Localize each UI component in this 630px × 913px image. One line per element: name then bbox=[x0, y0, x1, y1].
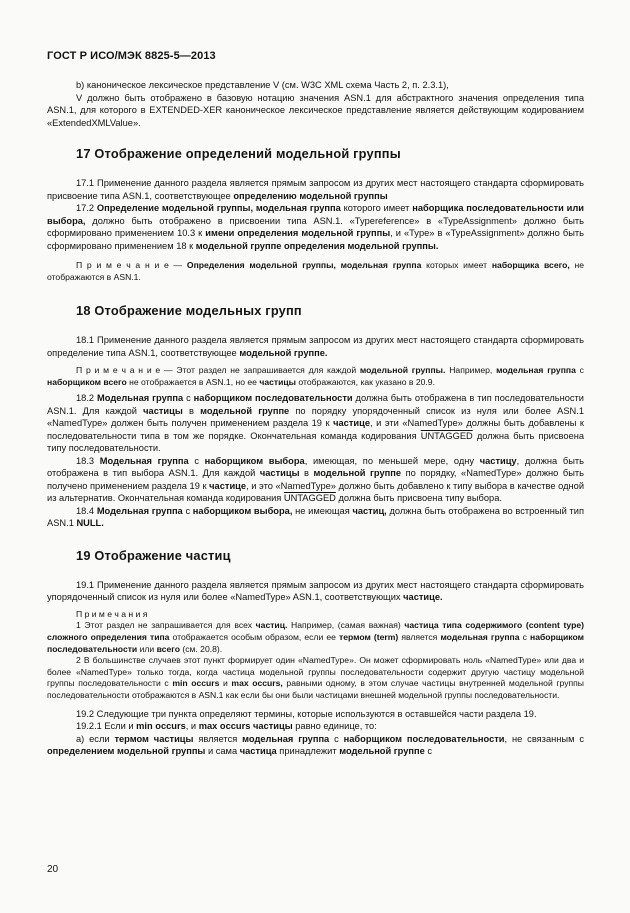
paragraph-18-1: 18.1 Применение данного раздела является прямым запросом из других мест настоящего стандарта сформировать определение типа ASN.1, соответствующее модельной группе. bbox=[47, 335, 584, 358]
notes-19-title: П р и м е ч а н и я bbox=[76, 608, 148, 619]
paragraph-18-3: 18.3 Модельная группа с наборщиком выбора, имеющая, по меньшей мере, одну частицу, должна быть отображена в тип выбора ASN.1. Для каждой частицы в модельной группе по порядку, «NamedType» должно быть получено применением раздела 19 к частице, и это «NamedType» должно быть добавлено к типу выбора в качестве одной из альтернатив. Окончательная команда кодирования UNTAGGED должна быть присвоена типу выбора. bbox=[47, 455, 585, 504]
note-19-2: 2 В большинстве случаев этот пункт формирует один «NamedType». Он может сформировать ноль «NamedType» или два и более «NamedType» только тогда, когда частица модельной группы последовательности содержит другую частицу модельной группы последовательности с min occurs и max occurs, равными одному, в этом случае частицы внутренней модельной группы последовательности отображаются в ASN.1 как если бы они были частицами внешней модельной группы последовательности. bbox=[47, 655, 584, 701]
paragraph-19-2: 19.2 Следующие три пункта определяют термины, которые используются в оставшейся части раздела 19. bbox=[76, 708, 537, 719]
section-18-heading: 18 Отображение модельных групп bbox=[76, 303, 302, 319]
paragraph-v: V должно быть отображено в базовую нотацию значения ASN.1 для абстрактного значения определения типа ASN.1, для которого в EXTENDED-XER каноническое лексическое представление является действующим кодированием «ExtendedXMLValue». bbox=[47, 92, 584, 128]
section-17-heading: 17 Отображение определений модельной группы bbox=[76, 146, 401, 161]
paragraph-18-2: 18.2 Модельная группа с наборщиком последовательности должна быть отображена в тип последовательности ASN.1. Для каждой частицы в модельной группе по порядку упорядоченный список из нуля или более ASN.1 «NamedType» должен быть получен применением раздела 19 к частице, и эти «NamedType» должны быть добавлены к последовательности типа в том же порядке. Окончательная команда кодирования UNTAGGED должна быть присвоена типу последовательности. bbox=[47, 393, 584, 454]
document-header: ГОСТ Р ИСО/МЭК 8825-5—2013 bbox=[47, 50, 216, 62]
list-item-b: b) каноническое лексическое представление V (см. W3C XML схема Часть 2, п. 2.3.1), bbox=[76, 80, 449, 90]
note-18: П р и м е ч а н и е — Этот раздел не запрашивается для каждой модельной группы. Например, модельная группа с наборщиком всего не отображается в ASN.1, но ее частицы отображаются, как указано в 20.9. bbox=[47, 365, 584, 387]
note-19-1: 1 Этот раздел не запрашивается для всех частиц. Например, (самая важная) частица типа содержимого (content type) сложного определения типа отображается особым образом, если ее термом (term) является модельная группа с наборщиком последовательности или всего (см. 20.8). bbox=[47, 620, 584, 654]
paragraph-17-1: 17.1 Применение данного раздела является прямым запросом из других мест настоящего стандарта сформировать присвоение типа ASN.1, соответствующее определению модельной группы bbox=[47, 178, 584, 201]
section-19-heading: 19 Отображение частиц bbox=[76, 547, 231, 563]
paragraph-17-2: 17.2 Определение модельной группы, модельная группа которого имеет наборщика последовательности или выбора, должно быть отображено в присвоении типа ASN.1. «Typereference» в «TypeAssignment» должно быть сформировано применением 10.3 к имени определения модельной группы, и «Type» в «TypeAssignment» должно быть сформировано применением 18 к модельной группе определения модельной группы. bbox=[47, 203, 584, 251]
list-item-a: а) если термом частицы является модельная группа с наборщиком последовательности, не связанным с определением модельной группы и сама частица принадлежит модельной группе с bbox=[47, 733, 584, 757]
note-17: П р и м е ч а н и е — Определения модельной группы, модельная группа которых имеет наборщика всего, не отображаются в ASN.1. bbox=[47, 260, 584, 282]
paragraph-18-4: 18.4 Модельная группа с наборщиком выбора, не имеющая частиц, должна быть отображена во встроенный тип ASN.1 NULL. bbox=[47, 505, 584, 529]
page-body bbox=[47, 79, 584, 758]
paragraph-19-2-1: 19.2.1 Если и min occurs, и max occurs частицы равно единице, то: bbox=[76, 721, 377, 732]
paragraph-19-1: 19.1 Применение данного раздела является прямым запросом из других мест настоящего стандарта сформировать упорядоченный список из нуля или более «NamedType» ASN.1, соответствующих частице. bbox=[47, 579, 584, 603]
page-number: 20 bbox=[47, 864, 59, 875]
